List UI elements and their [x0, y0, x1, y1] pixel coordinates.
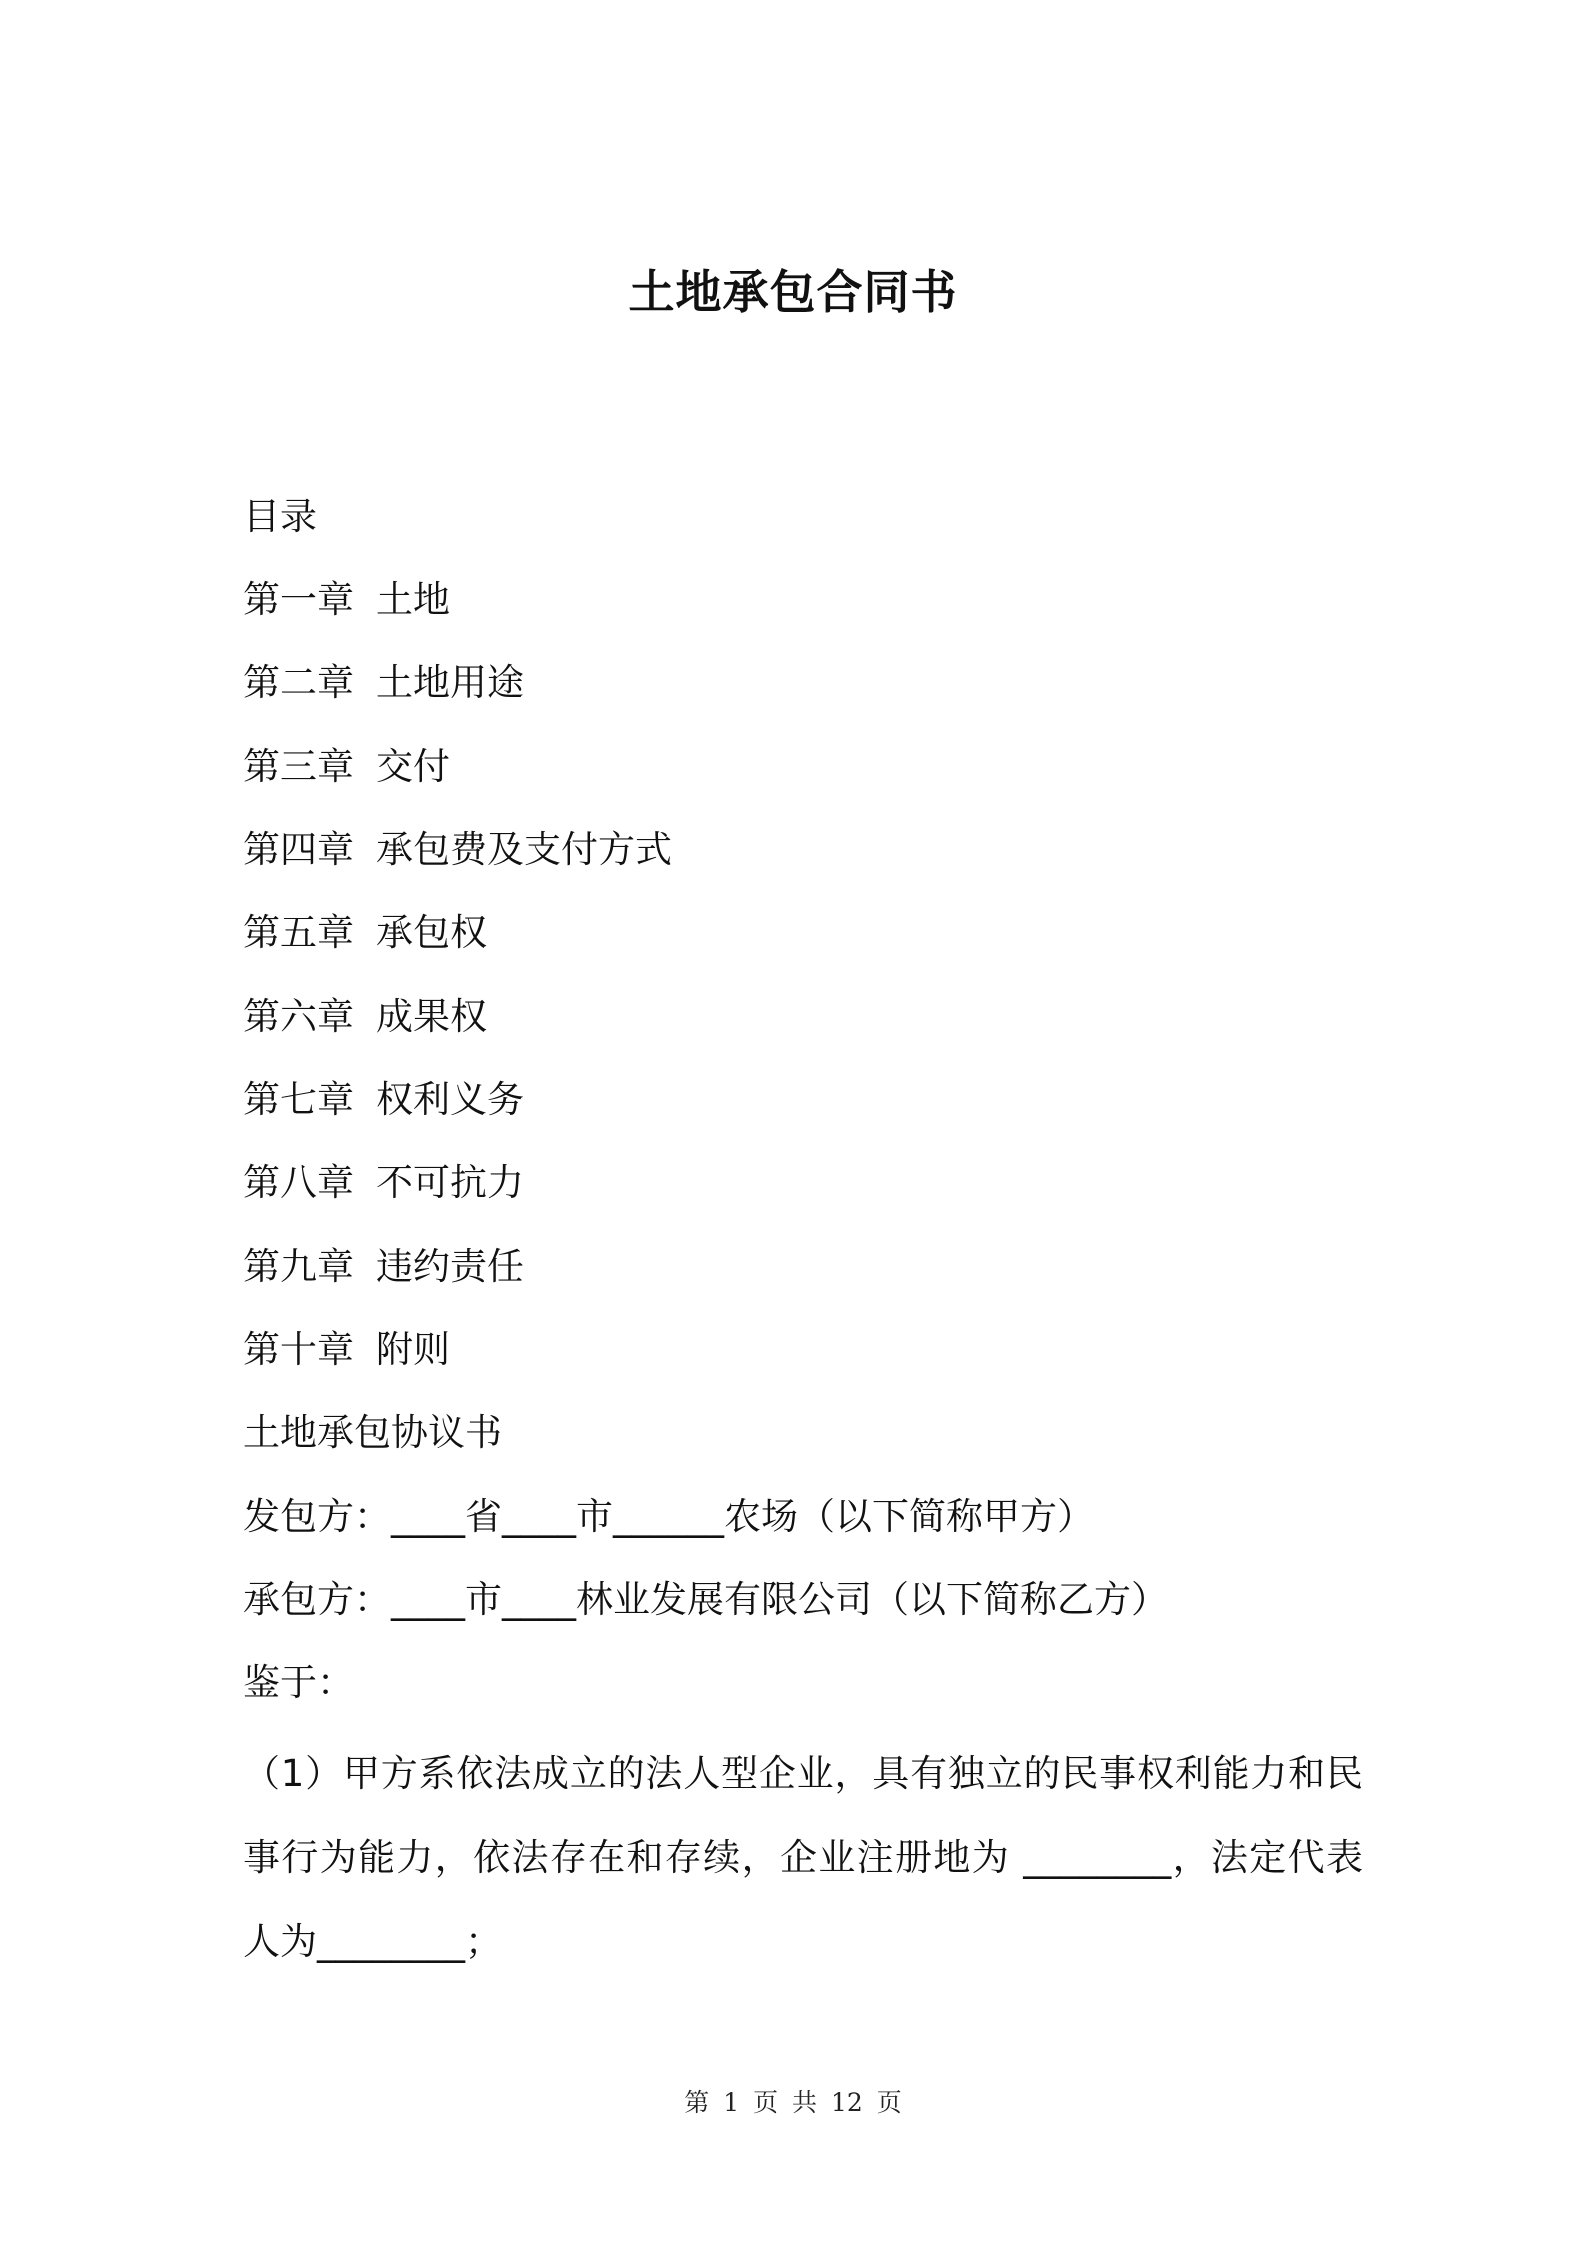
toc-item-number: 第三章 [243, 745, 354, 788]
toc-item-number: 第八章 [243, 1161, 354, 1204]
toc-item-label: 违约责任 [376, 1245, 524, 1288]
toc-item [243, 742, 450, 792]
toc-item [243, 908, 487, 958]
toc-item-label: 承包费及支付方式 [376, 828, 672, 871]
toc-item-label: 土地 [376, 578, 450, 621]
toc-item [243, 1075, 524, 1125]
toc-heading: 目录 [243, 495, 317, 538]
toc-item-number: 第一章 [243, 578, 354, 621]
toc-item-number: 第四章 [243, 828, 354, 871]
toc-item-number: 第五章 [243, 911, 354, 954]
party-b-line: 承包方：____市____林业发展有限公司（以下简称乙方） [243, 1578, 1168, 1621]
clause-1-paragraph: （1）甲方系依法成立的法人型企业，具有独立的民事权利能力和民事行为能力，依法存在和存续，企业注册地为 ________，法定代表人为________； [243, 1752, 1363, 1963]
whereas-heading: 鉴于： [243, 1661, 354, 1704]
toc-item-number: 第六章 [243, 995, 354, 1038]
toc-item-label: 交付 [376, 745, 450, 788]
toc-item [243, 825, 672, 875]
page-footer: 第 1 页 共 12 页 [684, 2088, 902, 2117]
toc-item-number: 第九章 [243, 1245, 354, 1288]
toc-item [243, 658, 524, 708]
party-a-line: 发包方：____省____市______农场（以下简称甲方） [243, 1495, 1094, 1538]
toc-item [243, 992, 487, 1042]
toc-item-label: 权利义务 [376, 1078, 524, 1121]
toc-item-label: 承包权 [376, 911, 487, 954]
toc-item-label: 土地用途 [376, 661, 524, 704]
toc-item [243, 1325, 450, 1375]
toc-item-number: 第十章 [243, 1328, 354, 1371]
toc-item-label: 附则 [376, 1328, 450, 1371]
toc-item [243, 1242, 524, 1292]
toc-item [243, 575, 450, 625]
document-title: 土地承包合同书 [628, 265, 958, 319]
toc-item-number: 第七章 [243, 1078, 354, 1121]
toc-item-label: 成果权 [376, 995, 487, 1038]
agreement-title: 土地承包协议书 [243, 1411, 502, 1454]
toc-item-number: 第二章 [243, 661, 354, 704]
toc-item-label: 不可抗力 [376, 1161, 524, 1204]
toc-item [243, 1158, 524, 1208]
